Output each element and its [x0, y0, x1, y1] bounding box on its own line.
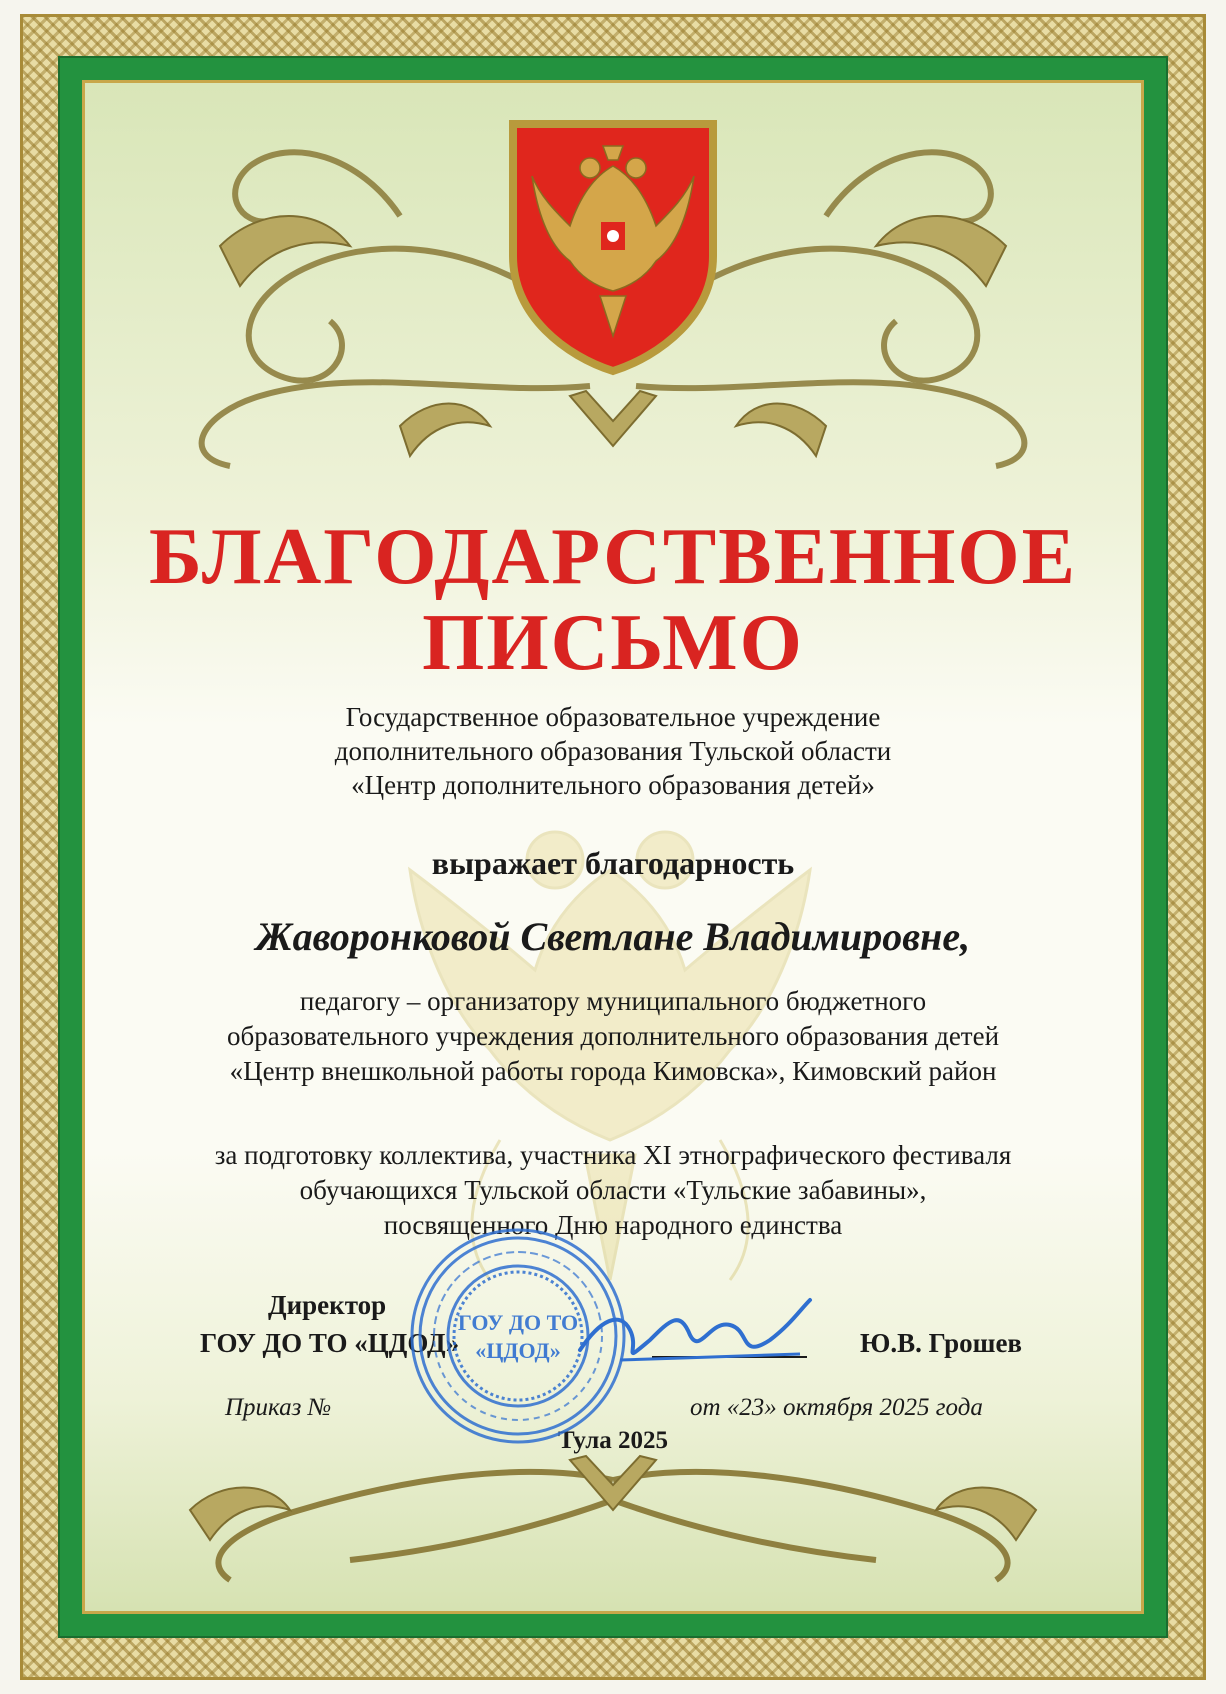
top-ornament — [100, 96, 1126, 476]
organization-line: Государственное образовательное учреждение — [345, 702, 881, 732]
reason-line: посвященного Дню народного единства — [383, 1210, 843, 1240]
reason-line: обучающихся Тульской области «Тульские забавины», — [299, 1175, 927, 1205]
organization-line: «Центр дополнительного образования детей» — [351, 770, 875, 800]
official-seal-icon — [404, 1222, 632, 1450]
coat-of-arms-icon — [513, 124, 713, 371]
signer-name: Ю.В. Грошев — [860, 1328, 1023, 1358]
expresses-gratitude-text: выражает благодарность — [431, 845, 795, 881]
bottom-ornament — [100, 1440, 1126, 1600]
certificate-title-line2: ПИСЬМО — [422, 599, 804, 687]
signer-organization: ГОУ ДО ТО «ЦДОД» — [200, 1328, 460, 1358]
city-year: Тула 2025 — [557, 1427, 669, 1454]
recipient-position-line: «Центр внешкольной работы города Кимовска», Кимовский район — [229, 1056, 997, 1086]
order-date: от «23» октября 2025 года — [690, 1394, 983, 1421]
stamp-text: ГОУ ДО ТО — [457, 1310, 579, 1335]
order-label: Приказ № — [225, 1394, 332, 1421]
stamp-text: «ЦДОД» — [475, 1338, 561, 1363]
recipient-name: Жаворонковой Светлане Владимировне, — [255, 914, 971, 959]
certificate-title-line1: БЛАГОДАРСТВЕННОЕ — [149, 513, 1077, 601]
recipient-position-line: образовательного учреждения дополнительного образования детей — [226, 1021, 1000, 1051]
reason-line: за подготовку коллектива, участника XI этнографического фестиваля — [214, 1140, 1012, 1170]
signer-title: Директор — [268, 1290, 387, 1320]
organization-line: дополнительного образования Тульской области — [334, 736, 892, 766]
recipient-position-line: педагогу – организатору муниципального бюджетного — [299, 986, 927, 1016]
